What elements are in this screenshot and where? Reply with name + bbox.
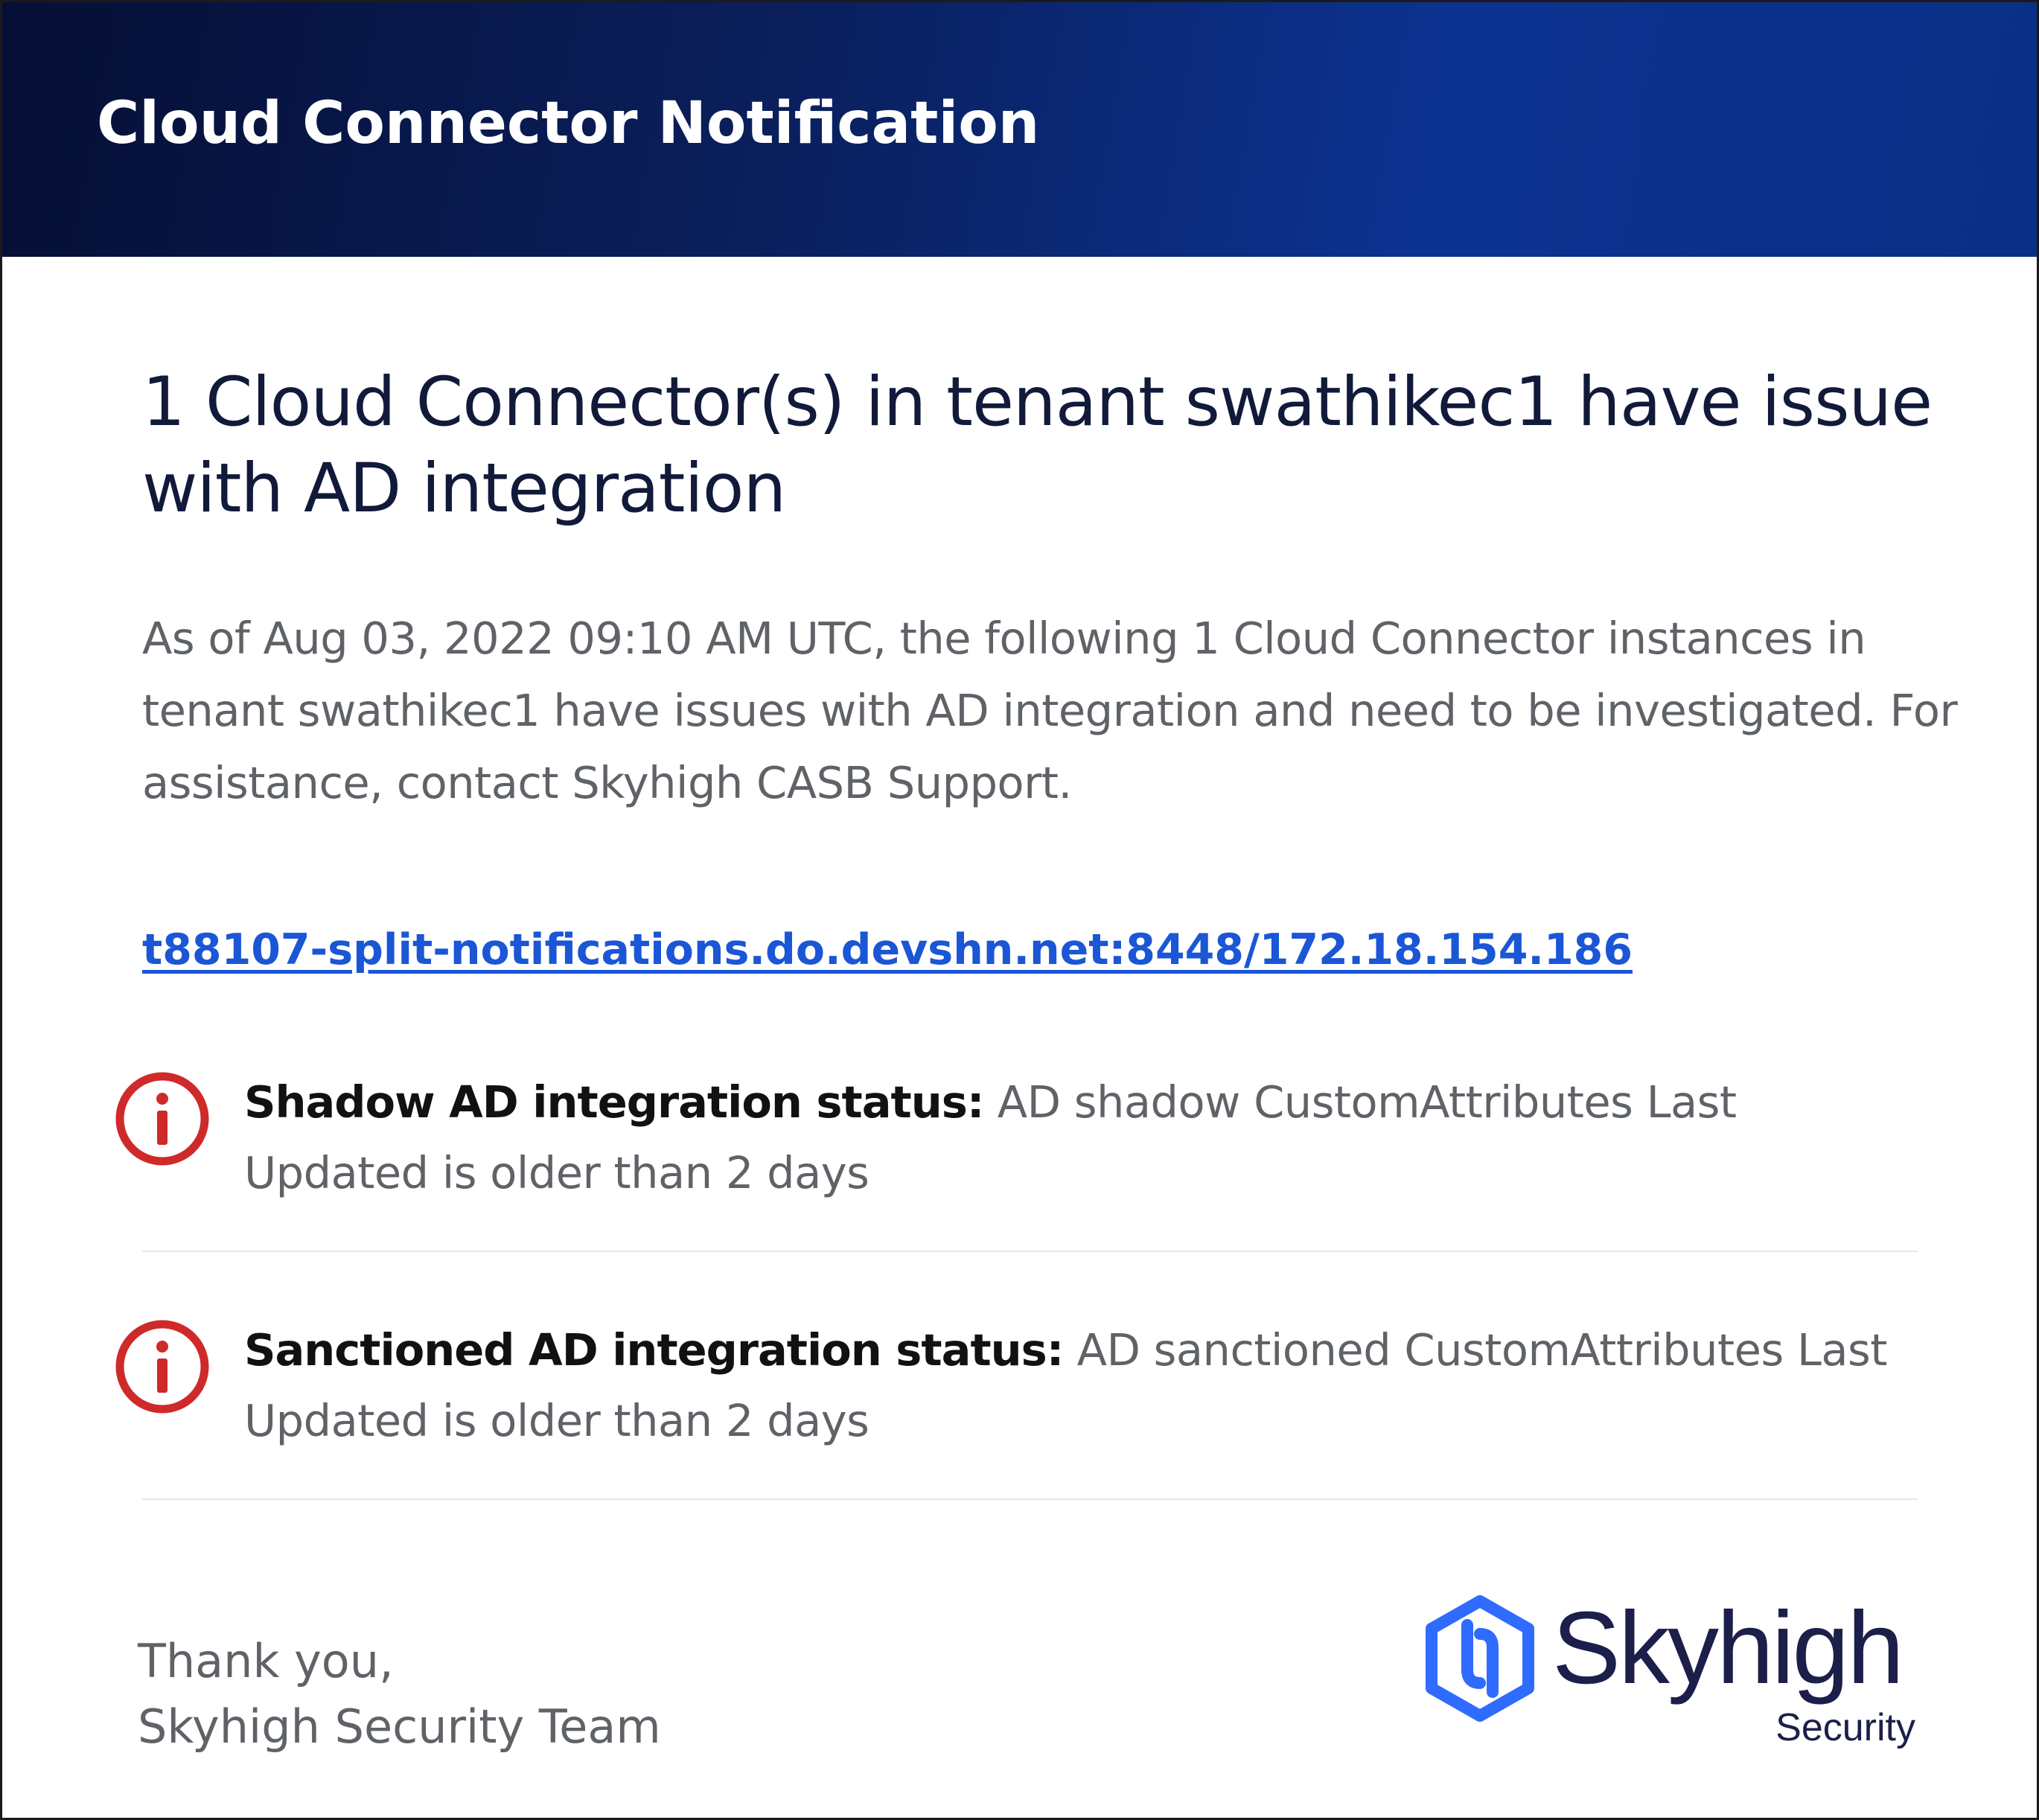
status-text xyxy=(244,1067,1930,1208)
message-headline: 1 Cloud Connector(s) in tenant swathikec1 have issue with AD integration xyxy=(142,363,1933,528)
alert-info-icon xyxy=(114,1318,211,1415)
skyhigh-logo-icon xyxy=(1424,1595,1536,1722)
divider xyxy=(142,1251,1918,1252)
brand-subtitle: Security xyxy=(1775,1706,1915,1749)
connector-link[interactable]: t88107-split-notifications.do.devshn.net:8448/172.18.154.186 xyxy=(142,925,1633,974)
status-text xyxy=(244,1315,1930,1456)
status-label: Shadow AD integration status: xyxy=(244,1076,984,1128)
status-value: AD sanctioned CustomAttributes Last Updated is older than 2 days xyxy=(244,1324,1887,1446)
notification-header xyxy=(2,2,2037,257)
alert-info-icon xyxy=(114,1070,211,1167)
brand-name: Skyhigh xyxy=(1552,1591,1902,1705)
message-intro: As of Aug 03, 2022 09:10 AM UTC, the following 1 Cloud Connector instances in tenant swathikec1 have issues with AD integration and need to be investigated. For assistance, contact Skyhigh CASB Support. xyxy=(142,613,1958,808)
skyhigh-logo xyxy=(1424,1591,1915,1759)
signoff-team: Skyhigh Security Team xyxy=(138,1699,661,1754)
signoff xyxy=(138,1629,661,1760)
signoff-thanks: Thank you, xyxy=(138,1634,394,1688)
divider xyxy=(142,1498,1918,1500)
header-title: Cloud Connector Notification xyxy=(97,90,1040,157)
status-value: AD shadow CustomAttributes Last Updated is older than 2 days xyxy=(244,1076,1737,1198)
status-label: Sanctioned AD integration status: xyxy=(244,1324,1064,1376)
